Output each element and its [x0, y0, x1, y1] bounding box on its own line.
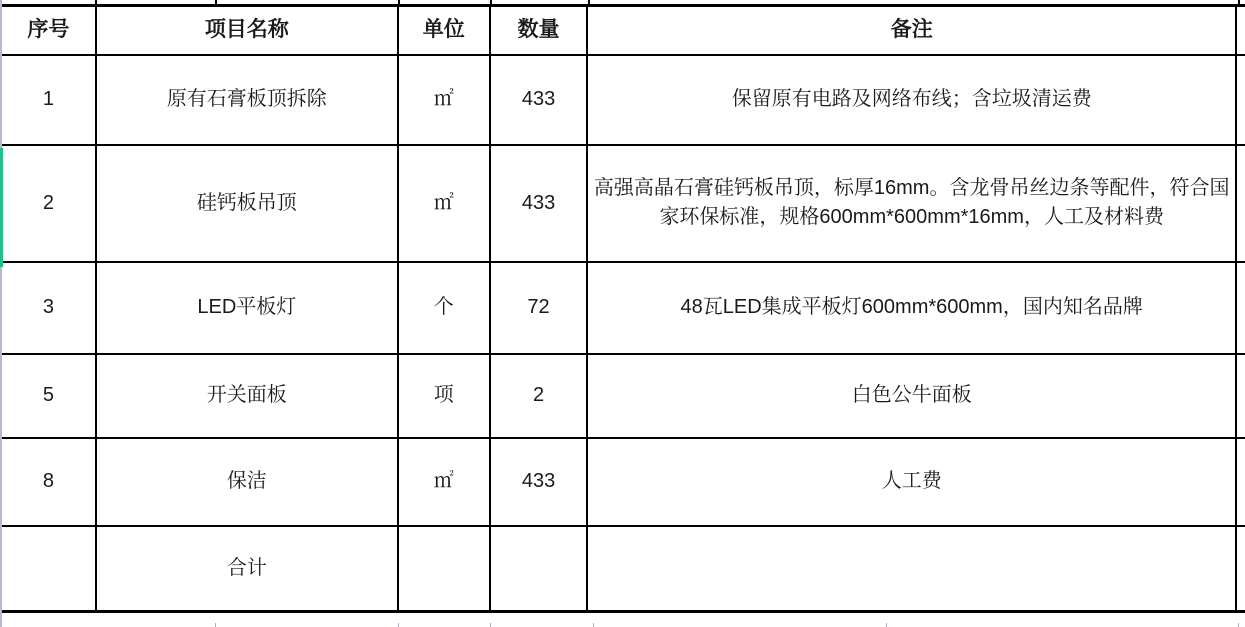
header-cell-qty[interactable]: 数量	[490, 6, 588, 55]
table-row	[1, 438, 1245, 526]
cell-name[interactable]: 硅钙板吊顶	[96, 145, 398, 262]
cell-name[interactable]: 开关面板	[96, 354, 398, 438]
cell-index[interactable]: 5	[1, 354, 96, 438]
cell-sliver	[1236, 145, 1245, 262]
table-header-row	[1, 6, 1245, 55]
table-row	[1, 262, 1245, 354]
cell-index[interactable]	[1, 526, 96, 612]
gridline-tick	[215, 623, 216, 627]
pane-edge-line	[0, 0, 2, 627]
cell-qty[interactable]: 2	[490, 354, 588, 438]
cell-note[interactable]: 白色公牛面板	[587, 354, 1236, 438]
cell-qty[interactable]: 433	[490, 145, 588, 262]
cell-sliver	[1236, 262, 1245, 354]
cell-name[interactable]: 合计	[96, 526, 398, 612]
cell-unit[interactable]: 项	[398, 354, 490, 438]
header-cell-name[interactable]: 项目名称	[96, 6, 398, 55]
cell-sliver	[1236, 354, 1245, 438]
header-cell-sliver	[1236, 6, 1245, 55]
header-cell-index[interactable]: 序号	[1, 6, 96, 55]
row-selection-indicator	[0, 148, 3, 267]
table-row-total	[1, 526, 1245, 612]
cell-name[interactable]: 原有石膏板顶拆除	[96, 55, 398, 145]
table-row	[1, 145, 1245, 262]
cell-unit[interactable]: 个	[398, 262, 490, 354]
cell-sliver	[1236, 438, 1245, 526]
cell-index[interactable]: 2	[1, 145, 96, 262]
cell-note[interactable]	[587, 526, 1236, 612]
cell-note[interactable]: 高强高晶石膏硅钙板吊顶，标厚16mm。含龙骨吊丝边条等配件，符合国家环保标准，规格600mm*600mm*16mm，人工及材料费	[587, 145, 1236, 262]
gridline-tick	[398, 623, 399, 627]
cell-note[interactable]: 人工费	[587, 438, 1236, 526]
cell-unit[interactable]: ㎡	[398, 55, 490, 145]
gridline-tick	[490, 623, 491, 627]
gridline-tick	[886, 623, 887, 627]
cell-sliver	[1236, 55, 1245, 145]
gridline-tick	[1238, 623, 1239, 627]
partial-row-bottom	[0, 623, 1245, 627]
cell-unit[interactable]	[398, 526, 490, 612]
cell-index[interactable]: 1	[1, 55, 96, 145]
cell-name[interactable]: 保洁	[96, 438, 398, 526]
cell-unit[interactable]: ㎡	[398, 145, 490, 262]
table-row	[1, 354, 1245, 438]
header-cell-note[interactable]: 备注	[587, 6, 1236, 55]
cell-qty[interactable]: 72	[490, 262, 588, 354]
cell-index[interactable]: 8	[1, 438, 96, 526]
header-cell-unit[interactable]: 单位	[398, 6, 490, 55]
cell-sliver	[1236, 526, 1245, 612]
cell-name[interactable]: LED平板灯	[96, 262, 398, 354]
cell-qty[interactable]	[490, 526, 588, 612]
gridline-tick	[593, 623, 594, 627]
cell-qty[interactable]: 433	[490, 55, 588, 145]
quotation-table	[0, 4, 1245, 613]
cell-note[interactable]: 保留原有电路及网络布线；含垃圾清运费	[587, 55, 1236, 145]
cell-index[interactable]: 3	[1, 262, 96, 354]
cell-note[interactable]: 48瓦LED集成平板灯600mm*600mm，国内知名品牌	[587, 262, 1236, 354]
table-row	[1, 55, 1245, 145]
cell-unit[interactable]: ㎡	[398, 438, 490, 526]
cell-qty[interactable]: 433	[490, 438, 588, 526]
